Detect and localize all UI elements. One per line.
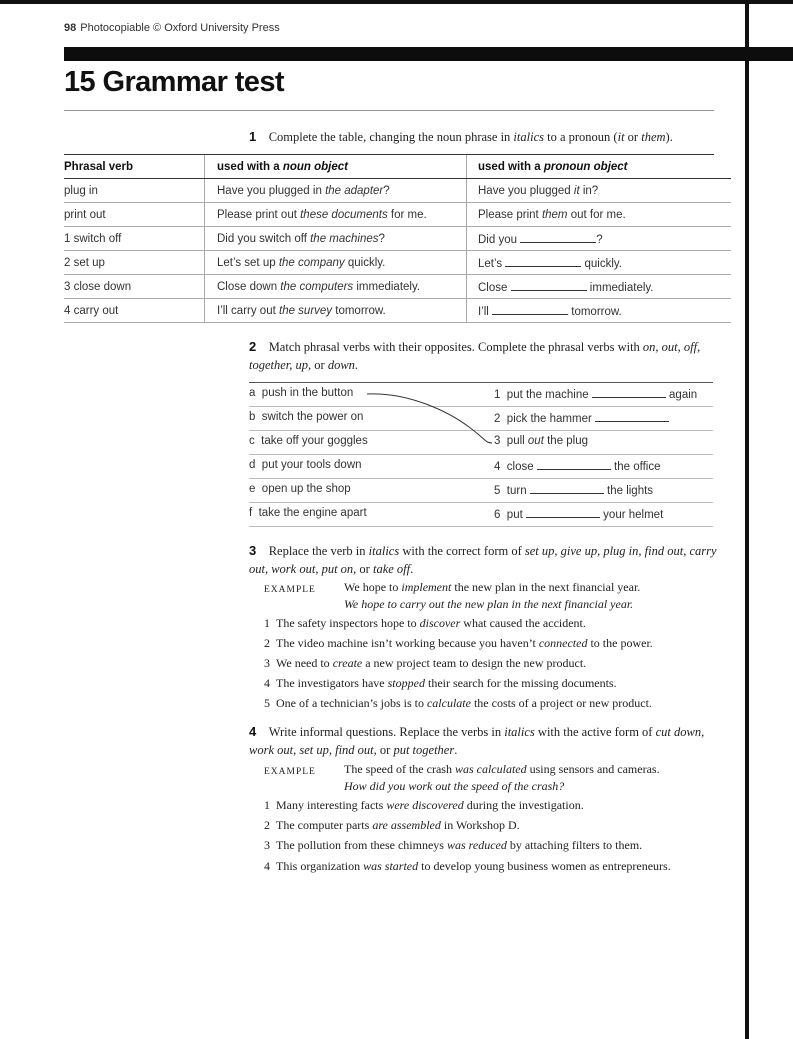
noun-italic: the adapter <box>325 184 384 197</box>
noun-italic: these documents <box>300 208 388 221</box>
item-number: 2 <box>264 636 270 650</box>
item-text: The computer parts <box>276 818 373 832</box>
q3-text-italic2: set up, give up, plug in, find out, carry out, work out, put on, <box>249 544 717 576</box>
list-item <box>264 798 714 818</box>
example-label: EXAMPLE <box>264 585 316 595</box>
item-italic: create <box>332 656 363 670</box>
item-number: 4 <box>264 676 270 690</box>
verb-cell: print out <box>64 203 205 227</box>
q3-items <box>264 616 714 716</box>
q1-text-italic2: it <box>617 130 625 144</box>
left-letter: b <box>249 411 256 423</box>
q2-text-c: . <box>354 358 359 372</box>
pronoun-text-end: ? <box>596 233 603 246</box>
q3-text-italic: italics <box>368 544 400 558</box>
example-text <box>344 579 714 613</box>
q1-text <box>269 130 673 144</box>
q3-text-italic3: take off <box>372 562 411 576</box>
top-border <box>0 0 793 4</box>
q2-text-a: Match phrasal verbs with their opposites. Complete the phrasal verbs with <box>268 340 643 354</box>
noun-italic: the survey <box>279 304 333 317</box>
q3-text-b: with the correct form of <box>399 544 525 558</box>
item-text-end: during the investigation. <box>463 798 584 812</box>
noun-object-cell <box>205 203 467 227</box>
match-right-item <box>494 483 653 497</box>
noun-object-cell <box>205 251 467 275</box>
copyright-notice: Photocopiable © Oxford University Press <box>80 22 280 34</box>
example-text-b: using sensors and cameras. <box>526 762 660 776</box>
answer-blank[interactable] <box>530 483 604 494</box>
q4-text-a: Write informal questions. Replace the verbs in <box>268 725 505 739</box>
list-item <box>264 696 714 716</box>
item-number: 1 <box>264 798 270 812</box>
table-row <box>64 251 731 275</box>
list-item <box>264 636 714 656</box>
item-italic: connected <box>538 636 588 650</box>
match-left-item <box>249 483 351 495</box>
noun-object-cell <box>205 227 467 251</box>
q2-number: 2 <box>249 339 257 354</box>
pronoun-object-cell <box>467 251 732 275</box>
pronoun-text: I’ll <box>478 305 493 318</box>
page-number: 98 <box>64 22 77 34</box>
left-text: put your tools down <box>261 459 362 471</box>
item-text: We need to <box>276 656 333 670</box>
example-match-line <box>249 382 713 452</box>
q1-text-italic3: them <box>641 130 666 144</box>
answer-blank[interactable] <box>537 459 611 470</box>
noun-text-end: for me. <box>387 208 427 221</box>
noun-text: Close down <box>217 280 281 293</box>
q3-example <box>264 579 714 611</box>
list-item <box>264 676 714 696</box>
page-tab <box>749 8 793 46</box>
header-noun-object <box>205 155 467 179</box>
right-number: 6 <box>494 509 501 521</box>
q2-text-italic2: down <box>327 358 355 372</box>
q3-text-c: or <box>356 562 373 576</box>
q2-instruction <box>249 338 719 374</box>
noun-text-end: tomorrow. <box>332 304 386 317</box>
pronoun-text: Please print <box>478 208 542 221</box>
q4-text-italic3: put together <box>393 743 455 757</box>
item-text-end: in Workshop D. <box>440 818 520 832</box>
example-label: EXAMPLE <box>264 767 316 777</box>
example-text-italic: implement <box>401 580 452 594</box>
title-bar <box>64 47 793 61</box>
answer-blank[interactable] <box>505 256 581 267</box>
q2-text-b: or <box>311 358 328 372</box>
right-text-end: the lights <box>603 485 654 497</box>
q1-text-b: to a pronoun ( <box>543 130 618 144</box>
noun-text: Have you plugged in <box>217 184 326 197</box>
header-phrasal-verb: Phrasal verb <box>64 155 205 179</box>
q1-instruction <box>249 128 673 146</box>
item-italic: discover <box>419 616 461 630</box>
table-header-row <box>64 155 731 179</box>
list-item <box>264 838 714 858</box>
page-header <box>64 22 280 34</box>
matching-exercise <box>249 382 713 528</box>
answer-blank[interactable] <box>492 304 568 315</box>
answer-blank[interactable] <box>511 280 587 291</box>
pronoun-text-end: quickly. <box>581 257 622 270</box>
noun-object-cell <box>205 299 467 323</box>
example-text-a: We hope to <box>344 580 402 594</box>
answer-blank[interactable] <box>526 507 600 518</box>
list-item <box>264 858 721 875</box>
q3-number: 3 <box>249 543 257 558</box>
left-text: switch the power on <box>261 411 364 423</box>
pronoun-text-end: in? <box>579 184 599 197</box>
q3-text-a: Replace the verb in <box>268 544 369 558</box>
item-text: Many interesting facts <box>276 798 387 812</box>
left-letter: a <box>249 387 256 399</box>
right-number: 5 <box>494 485 501 497</box>
q1-number: 1 <box>249 129 257 144</box>
pronoun-object-cell <box>467 227 732 251</box>
item-text-end: their search for the missing documents. <box>424 676 617 690</box>
pronoun-object-cell <box>467 203 732 227</box>
left-text: open up the shop <box>261 483 351 495</box>
left-letter: d <box>249 459 256 471</box>
q1-text-a: Complete the table, changing the noun phrase in <box>268 130 514 144</box>
item-italic: were discovered <box>386 798 464 812</box>
header-pronoun-object-a: used with a <box>478 160 544 173</box>
q3-text <box>249 544 717 576</box>
q4-text-italic: italics <box>504 725 535 739</box>
item-text: The video machine isn’t working because you haven’t <box>276 636 539 650</box>
q1-text-italic1: italics <box>513 130 544 144</box>
left-letter: c <box>249 435 255 447</box>
q4-number: 4 <box>249 724 257 739</box>
match-right-item <box>494 507 663 521</box>
right-text-end: the office <box>610 461 661 473</box>
item-text-end: to develop young business women as entrepreneurs. <box>418 859 671 873</box>
pronoun-object-cell <box>467 275 732 299</box>
left-text: push in the button <box>261 387 354 399</box>
match-left-item <box>249 459 362 471</box>
example-text-a: The speed of the crash <box>344 762 455 776</box>
verb-cell: plug in <box>64 179 205 203</box>
item-italic: stopped <box>387 676 425 690</box>
item-text-end: by attaching filters to them. <box>506 838 643 852</box>
match-right-item <box>494 459 661 473</box>
header-pronoun-object <box>467 155 732 179</box>
right-text: turn <box>506 485 530 497</box>
right-number: 3 <box>494 435 501 447</box>
table-row <box>64 299 731 323</box>
noun-text-end: immediately. <box>353 280 421 293</box>
q1-text-d: ). <box>665 130 673 144</box>
left-text: take the engine apart <box>258 507 367 519</box>
pronoun-italic: them <box>541 208 568 221</box>
q4-instruction <box>249 723 719 759</box>
right-italic: out <box>527 435 544 447</box>
phrasal-verb-table <box>64 155 731 323</box>
header-noun-object-b: noun object <box>282 160 348 173</box>
item-text: The pollution from these chimneys <box>276 838 447 852</box>
item-text-end: what caused the accident. <box>460 616 586 630</box>
right-text: pick the hammer <box>506 413 595 425</box>
table-row <box>64 227 731 251</box>
example-text-italic: was calculated <box>454 762 527 776</box>
right-text-end: your helmet <box>599 509 664 521</box>
q4-example <box>264 761 714 793</box>
item-number: 1 <box>264 616 270 630</box>
right-text-end: the plug <box>543 435 589 447</box>
item-number: 3 <box>264 838 270 852</box>
table-row <box>64 275 731 299</box>
pronoun-text-end: immediately. <box>586 281 654 294</box>
pronoun-object-cell <box>467 179 732 203</box>
example-text <box>344 761 714 795</box>
q4-text-d: . <box>454 743 458 757</box>
match-left-item <box>249 507 367 519</box>
noun-italic: the company <box>278 256 345 269</box>
pronoun-object-cell <box>467 299 732 323</box>
pronoun-text: Close <box>478 281 511 294</box>
q2-text <box>249 340 700 372</box>
list-item <box>264 656 714 676</box>
item-italic: was started <box>363 859 419 873</box>
noun-text-end: quickly. <box>344 256 386 269</box>
match-row <box>249 483 713 507</box>
item-italic: are assembled <box>372 818 441 832</box>
answer-blank[interactable] <box>520 232 596 243</box>
pronoun-text: Let’s <box>478 257 506 270</box>
right-number: 4 <box>494 461 501 473</box>
match-row <box>249 459 713 483</box>
item-number: 3 <box>264 656 270 670</box>
noun-italic: the machines <box>310 232 379 245</box>
left-letter: f <box>249 507 253 519</box>
item-text-end: a new project team to design the new product. <box>362 656 587 670</box>
noun-text: Did you switch off <box>217 232 311 245</box>
item-number: 5 <box>264 696 270 710</box>
list-item <box>264 616 714 636</box>
page-title: 15 Grammar test <box>64 66 284 98</box>
header-pronoun-object-b: pronoun object <box>543 160 628 173</box>
pronoun-text: Did you <box>478 233 521 246</box>
verb-cell: 1 switch off <box>64 227 205 251</box>
right-text: put <box>506 509 526 521</box>
right-text: pull <box>506 435 528 447</box>
q1-text-c: or <box>624 130 642 144</box>
item-number: 4 <box>264 859 270 873</box>
noun-object-cell <box>205 275 467 299</box>
noun-text: Please print out <box>217 208 301 221</box>
right-number: 1 <box>494 389 501 401</box>
example-answer: How did you work out the speed of the crash? <box>344 779 565 793</box>
table-row <box>64 203 731 227</box>
right-text-end: again <box>665 389 698 401</box>
item-number: 2 <box>264 818 270 832</box>
noun-text-end: ? <box>378 232 385 245</box>
item-text: The safety inspectors hope to <box>276 616 420 630</box>
title-rule <box>64 110 714 111</box>
example-answer: We hope to carry out the new plan in the next financial year. <box>344 597 634 611</box>
pronoun-text-end: out for me. <box>567 208 626 221</box>
item-text: This organization <box>276 859 364 873</box>
right-border <box>745 0 749 1039</box>
q2-text-italic: on, out, off, together, up, <box>249 340 701 372</box>
q4-text <box>249 725 704 757</box>
verb-cell: 2 set up <box>64 251 205 275</box>
item-text: The investigators have <box>276 676 388 690</box>
noun-text: Let’s set up <box>217 256 279 269</box>
right-text: close <box>506 461 537 473</box>
q4-text-italic2: cut down, work out, set up, find out, <box>249 725 705 757</box>
noun-object-cell <box>205 179 467 203</box>
list-item <box>264 818 714 838</box>
header-noun-object-a: used with a <box>217 160 283 173</box>
item-text-end: the costs of a project or new product. <box>470 696 652 710</box>
right-number: 2 <box>494 413 501 425</box>
q4-text-b: with the active form of <box>534 725 656 739</box>
q3-text-d: . <box>410 562 414 576</box>
q3-instruction <box>249 542 719 578</box>
pronoun-italic: it <box>573 184 580 197</box>
verb-cell: 3 close down <box>64 275 205 299</box>
noun-text-end: ? <box>383 184 390 197</box>
left-letter: e <box>249 483 256 495</box>
pronoun-text-end: tomorrow. <box>568 305 622 318</box>
right-text: put the machine <box>506 389 592 401</box>
table-row <box>64 179 731 203</box>
q4-text-c: or <box>376 743 394 757</box>
item-text-end: to the power. <box>587 636 653 650</box>
left-text: take off your goggles <box>261 435 368 447</box>
noun-text: I’ll carry out <box>217 304 279 317</box>
item-italic: was reduced <box>446 838 507 852</box>
q4-items <box>264 798 714 875</box>
pronoun-text: Have you plugged <box>478 184 574 197</box>
noun-italic: the computers <box>280 280 354 293</box>
example-text-b: the new plan in the next financial year. <box>451 580 641 594</box>
verb-cell: 4 carry out <box>64 299 205 323</box>
match-row <box>249 507 713 531</box>
item-text: One of a technician’s jobs is to <box>276 696 427 710</box>
item-italic: calculate <box>426 696 471 710</box>
